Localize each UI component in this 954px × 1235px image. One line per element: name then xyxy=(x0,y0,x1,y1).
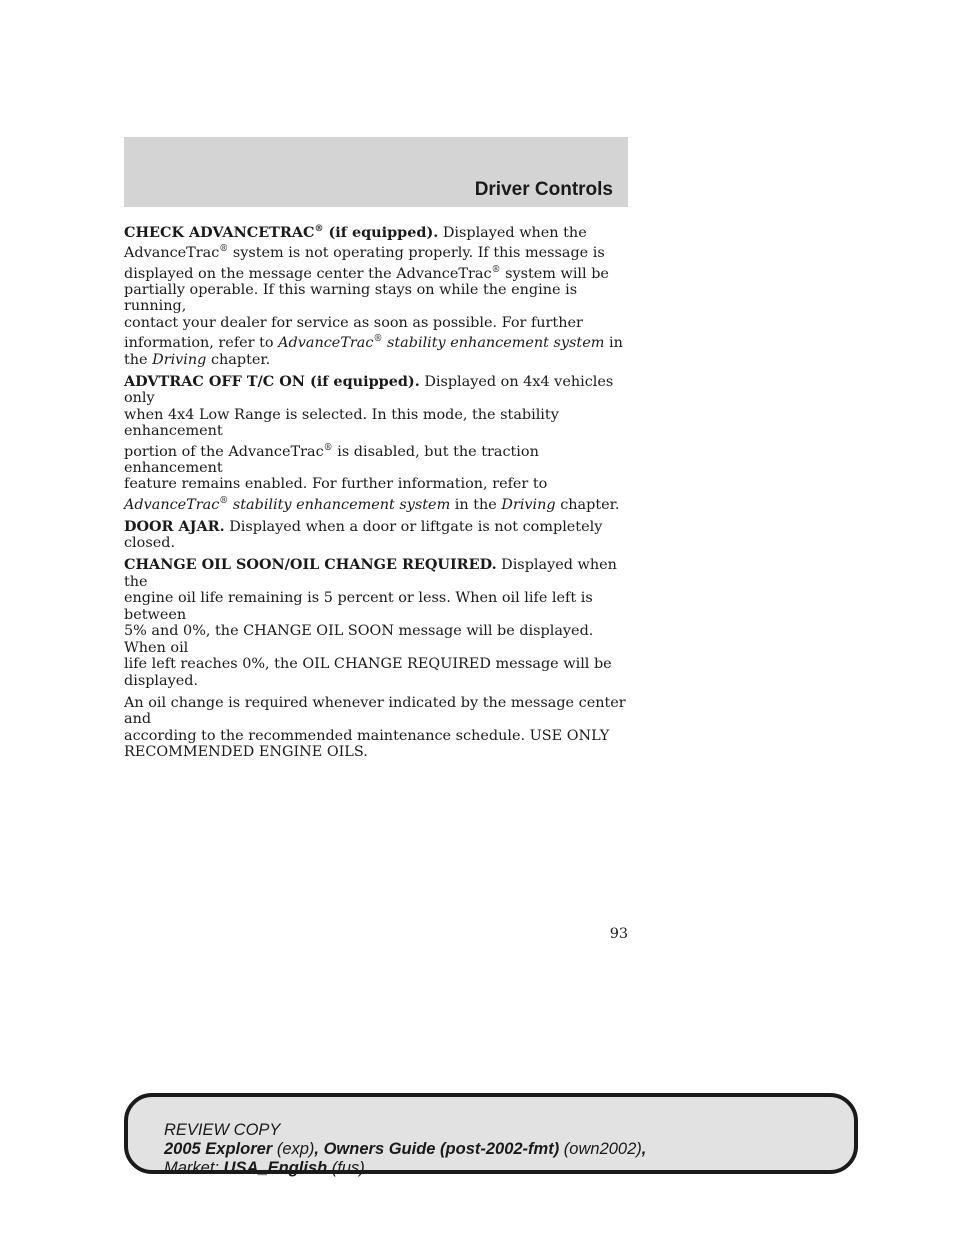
term-heading: CHECK ADVANCETRAC® (if equipped). xyxy=(124,223,439,241)
review-copy-footer xyxy=(124,1093,858,1177)
paragraph-advtrac-off: ADVTRAC OFF T/C ON (if equipped). Displayed on 4x4 vehicles only when 4x4 Low Range is selected. In this mode, the stability enhancement portion of the AdvanceTrac® is disabled, but the traction enhancement feature remains enabled. For further information, refer to AdvanceTrac® stability enhancement system in the Driving chapter. xyxy=(124,372,620,513)
page-number: 93 xyxy=(609,926,628,942)
paragraph-check-advancetrac: CHECK ADVANCETRAC® (if equipped). Displayed when the AdvanceTrac® system is not operating properly. If this message is displayed on the message center the AdvanceTrac® system will be partially operable. If this warning stays on while the engine is running, contact your dealer for service as soon as possible. For further information, refer to AdvanceTrac® stability enhancement system in the Driving chapter. xyxy=(124,223,623,368)
section-title: Driver Controls xyxy=(474,179,613,200)
term-heading: CHANGE OIL SOON/OIL CHANGE REQUIRED. xyxy=(124,556,497,574)
paragraph-oil-change-note: An oil change is required whenever indicated by the message center and according to the recommended maintenance schedule. USE ONLY RECOMMENDED ENGINE OILS. xyxy=(124,694,626,761)
paragraph-change-oil: CHANGE OIL SOON/OIL CHANGE REQUIRED. Displayed when the engine oil life remaining is 5 percent or less. When oil life left is between 5% and 0%, the CHANGE OIL SOON message will be displayed. When oil life left reaches 0%, the OIL CHANGE REQUIRED message will be displayed. xyxy=(124,556,617,689)
paragraph-door-ajar: DOOR AJAR. Displayed when a door or liftgate is not completely closed. xyxy=(124,517,603,552)
chapter-reference: Driving xyxy=(152,351,207,368)
term-heading: ADVTRAC OFF T/C ON (if equipped). xyxy=(124,372,420,390)
chapter-reference: Driving xyxy=(501,496,556,513)
page-body xyxy=(124,221,630,766)
section-header-band xyxy=(124,137,628,207)
trademark-symbol: ® xyxy=(314,224,324,234)
review-copy-label: REVIEW COPY xyxy=(164,1121,281,1139)
cross-reference: AdvanceTrac® stability enhancement system xyxy=(278,334,605,352)
term-heading: DOOR AJAR. xyxy=(124,517,225,535)
footer-text: REVIEW COPY 2005 Explorer (exp), Owners Guide (post-2002-fmt) (own2002), Market: USA_English (fus) xyxy=(164,1121,647,1177)
cross-reference: AdvanceTrac® stability enhancement system xyxy=(124,495,451,513)
